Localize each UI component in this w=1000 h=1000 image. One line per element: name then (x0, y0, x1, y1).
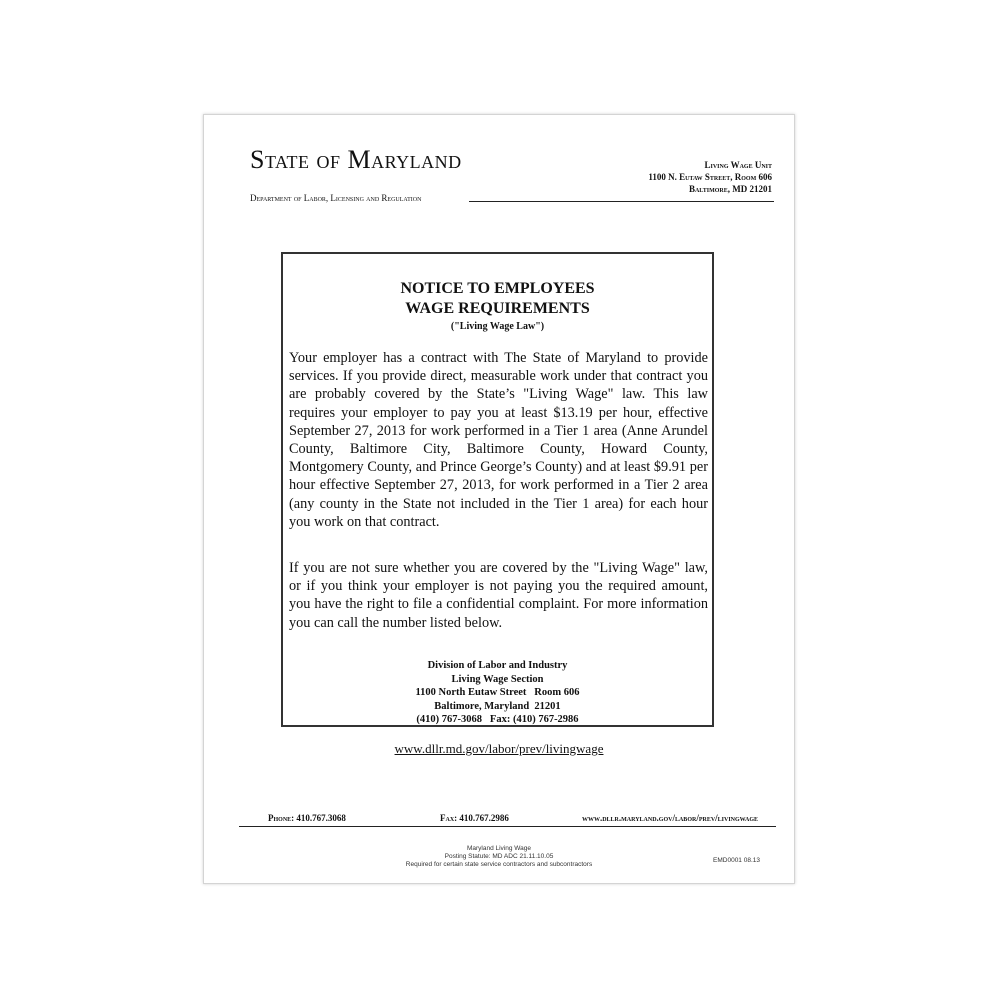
contact-line: Division of Labor and Industry (427, 660, 568, 671)
form-code: EMD0001 08.13 (713, 857, 760, 864)
contact-line: Baltimore, Maryland 21201 (434, 700, 561, 712)
contact-block (283, 659, 712, 727)
notice-box (281, 252, 714, 727)
footer-website-link[interactable]: www.dllr.maryland.gov/labor/prev/livingwage (581, 813, 758, 823)
posting-info (204, 845, 794, 869)
notice-heading: NOTICE TO EMPLOYEES (400, 280, 595, 297)
department-name: Department of Labor, Licensing and Regulation (250, 193, 422, 203)
website-link[interactable]: www.dllr.md.gov/labor/prev/livingwage (394, 741, 604, 756)
footer-divider (239, 826, 776, 827)
posting-line: Posting Statute: MD ADC 21.11.10.05 (444, 853, 554, 860)
contact-line: Living Wage Section (451, 673, 544, 685)
unit-address (648, 159, 772, 195)
poster-sheet (203, 114, 795, 884)
notice-paragraph: If you are not sure whether you are covered by the "Living Wage" law, or if you think your employer is not paying you the required amount, you have the right to file a confidential complaint. For more information you can call the number listed below. (289, 560, 708, 631)
address-line: Living Wage Unit (704, 160, 772, 170)
page-title: State of Maryland (250, 145, 462, 174)
contact-line: 1100 North Eutaw Street Room 606 (415, 687, 580, 698)
posting-line: Required for certain state service contractors and subcontractors (405, 861, 593, 868)
address-line: Baltimore, MD 21201 (688, 184, 772, 194)
notice-paragraph: Your employer has a contract with The State of Maryland to provide services. If you provide direct, measurable work under that contract you are probably covered by the State’s "Living Wage" law. This law requires your employer to pay you at least $13.19 per hour, effective September 27, 2013 for work performed in a Tier 1 area (Anne Arundel County, Baltimore City, Baltimore County, Howard County, Montgomery County, and Prince George’s County) and at least $9.91 per hour effective September 27, 2013, for work performed in a Tier 2 area (any county in the State not included in the Tier 1 area) for each hour you work on that contract. (289, 350, 708, 530)
contact-line: (410) 767-3068 Fax: (410) 767-2986 (416, 714, 579, 725)
notice-law-name: ("Living Wage Law") (450, 321, 545, 332)
header-divider (469, 201, 774, 202)
posting-line: Maryland Living Wage (466, 845, 532, 852)
footer-fax: Fax: 410.767.2986 (440, 813, 509, 823)
notice-subheading: WAGE REQUIREMENTS (405, 300, 590, 317)
footer-phone: Phone: 410.767.3068 (268, 813, 346, 823)
address-line: 1100 N. Eutaw Street, Room 606 (648, 172, 772, 182)
